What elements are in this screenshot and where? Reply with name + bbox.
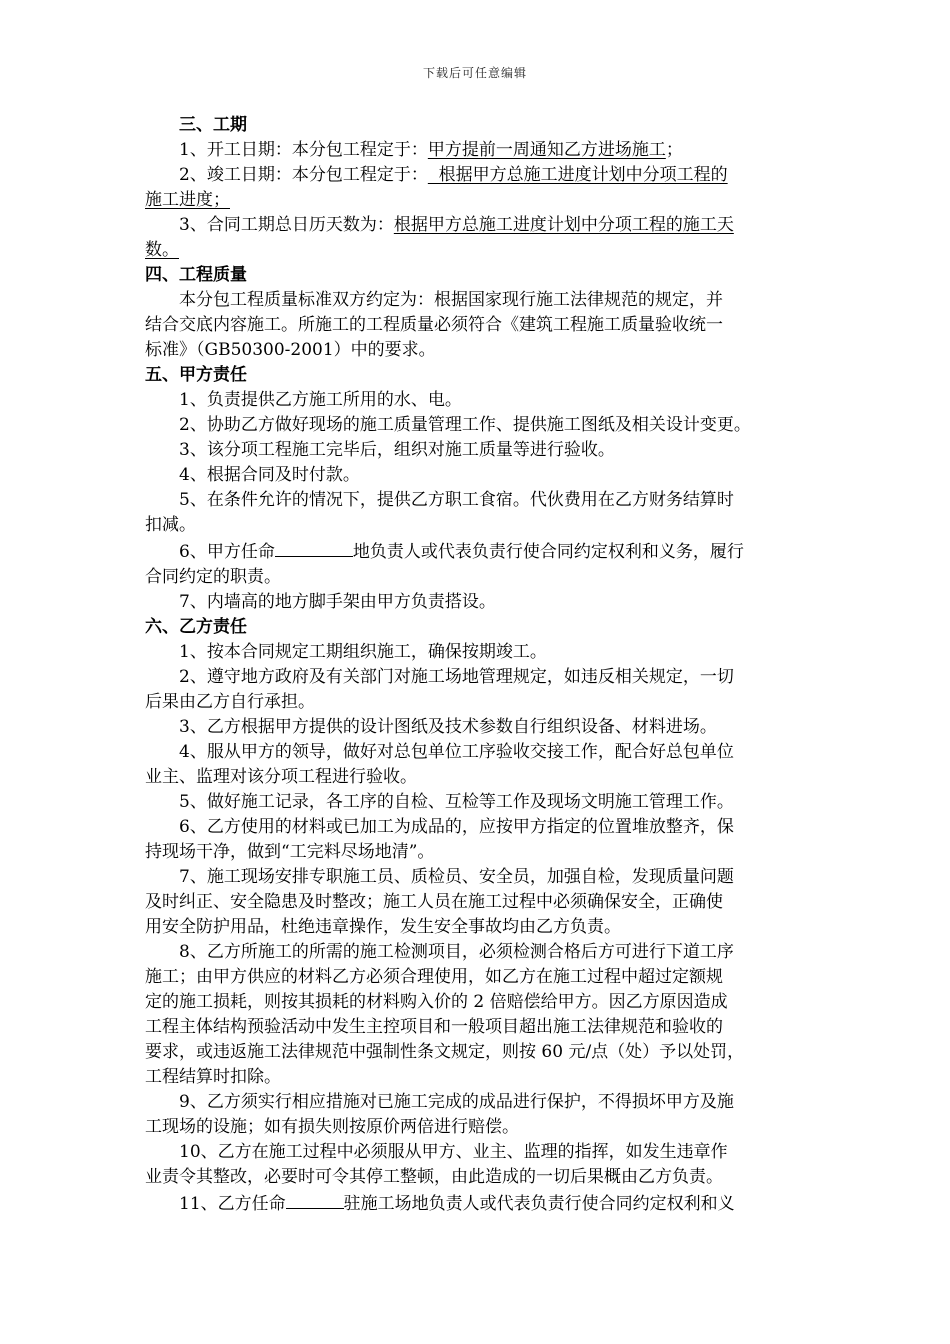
section-title-quality: 四、工程质量: [145, 265, 247, 285]
party-b-item: 10、乙方在施工过程中必须服从甲方、业主、监理的指挥，如发生违章作: [179, 1142, 728, 1162]
quality-paragraph-line: 标准》（GB50300-2001）中的要求。: [145, 340, 436, 360]
party-b-item-cont: 业责令其整改，必要时可令其停工整顿，由此造成的一切后果概由乙方负责。: [145, 1167, 723, 1187]
schedule-total-value: 根据甲方总施工进度计划中分项工程的施工天: [393, 215, 734, 235]
party-b-item: 4、服从甲方的领导，做好对总包单位工序验收交接工作，配合好总包单位: [179, 742, 734, 762]
party-b-item-cont: 工程结算时扣除。: [145, 1067, 281, 1087]
schedule-start-suffix: ；: [665, 140, 683, 160]
party-a-item: 2、协助乙方做好现场的施工质量管理工作、提供施工图纸及相关设计变更。: [179, 415, 751, 435]
schedule-total-label: 3、合同工期总日历天数为：: [179, 215, 394, 235]
contract-body: [145, 113, 810, 1217]
schedule-end-label: 2、竣工日期：本分包工程定于：: [179, 165, 428, 185]
party-b-item: 5、做好施工记录，各工序的自检、互检等工作及现场文明施工管理工作。: [179, 792, 734, 812]
quality-paragraph-line: 本分包工程质量标准双方约定为：根据国家现行施工法律规范的规定，并: [179, 290, 723, 310]
party-b-item-cont: 后果由乙方自行承担。: [145, 692, 315, 712]
schedule-end-date-cont: [145, 188, 810, 213]
party-b-item: 7、施工现场安排专职施工员、质检员、安全员，加强自检，发现质量问题: [179, 867, 734, 887]
party-b-appoint-label: 11、乙方任命: [179, 1194, 286, 1214]
page-header-watermark: 下载后可任意编辑: [422, 66, 527, 80]
party-b-item: 8、乙方所施工的所需的施工检测项目，必须检测合格后方可进行下道工序: [179, 942, 734, 962]
schedule-total-days-cont: [145, 238, 810, 263]
schedule-start-label: 1、开工日期：本分包工程定于：: [179, 140, 428, 160]
party-a-item: 7、内墙高的地方脚手架由甲方负责搭设。: [179, 592, 496, 612]
schedule-start-value: 甲方提前一周通知乙方进场施工: [427, 140, 666, 160]
appointee-blank-field[interactable]: [275, 538, 353, 557]
schedule-end-value-cont: 施工进度；: [145, 190, 230, 210]
schedule-start-date: [145, 138, 810, 163]
party-b-item-cont: 用安全防护用品，杜绝违章操作，发生安全事故均由乙方负责。: [145, 917, 621, 937]
appointee-blank-field[interactable]: [286, 1190, 344, 1209]
party-a-item: 4、根据合同及时付款。: [179, 465, 360, 485]
party-b-item: 6、乙方使用的材料或已加工为成品的，应按甲方指定的位置堆放整齐，保: [179, 817, 734, 837]
party-b-item: 9、乙方须实行相应措施对已施工完成的成品进行保护，不得损坏甲方及施: [179, 1092, 734, 1112]
party-a-item: 1、负责提供乙方施工所用的水、电。: [179, 390, 462, 410]
schedule-total-days: [145, 213, 810, 238]
party-b-item-cont: 工现场的设施；如有损失则按原价两倍进行赔偿。: [145, 1117, 519, 1137]
section-title-party-a: 五、甲方责任: [145, 365, 247, 385]
party-a-appoint-label: 6、甲方任命: [179, 542, 275, 562]
section-title-schedule: 三、工期: [179, 115, 247, 135]
party-a-appoint-text: 地负责人或代表负责行使合同约定权利和义务，履行: [352, 542, 744, 562]
party-a-item-cont: 扣减。: [145, 515, 196, 535]
party-a-item: 3、该分项工程施工完毕后，组织对施工质量等进行验收。: [179, 440, 615, 460]
party-b-item-cont: 要求，或违返施工法律规范中强制性条文规定，则按 60 元/点（处）予以处罚，: [145, 1042, 745, 1062]
schedule-end-value: 根据甲方总施工进度计划中分项工程的: [427, 165, 728, 185]
party-b-item-cont: 业主、监理对该分项工程进行验收。: [145, 767, 417, 787]
party-b-item: [145, 1190, 810, 1217]
party-a-item: [145, 538, 810, 565]
party-b-item: 1、按本合同规定工期组织施工，确保按期竣工。: [179, 642, 547, 662]
party-b-item-cont: 工程主体结构预验活动中发生主控项目和一般项目超出施工法律规范和验收的: [145, 1017, 723, 1037]
schedule-total-value-cont: 数。: [145, 240, 179, 260]
party-b-item-cont: 施工；由甲方供应的材料乙方必须合理使用，如乙方在施工过程中超过定额规: [145, 967, 723, 987]
section-title-party-b: 六、乙方责任: [145, 617, 247, 637]
party-b-appoint-text: 驻施工场地负责人或代表负责行使合同约定权利和义: [343, 1194, 735, 1214]
party-b-item-cont: 及时纠正、安全隐患及时整改；施工人员在施工过程中必须确保安全，正确使: [145, 892, 723, 912]
schedule-end-date: [145, 163, 810, 188]
party-b-item: 2、遵守地方政府及有关部门对施工场地管理规定，如违反相关规定，一切: [179, 667, 734, 687]
party-b-item-cont: 定的施工损耗，则按其损耗的材料购入价的 2 倍赔偿给甲方。因乙方原因造成: [145, 992, 728, 1012]
party-a-item: 5、在条件允许的情况下，提供乙方职工食宿。代伙费用在乙方财务结算时: [179, 490, 734, 510]
party-b-item-cont: 持现场干净，做到“工完料尽场地清”。: [145, 842, 435, 862]
party-b-item: 3、乙方根据甲方提供的设计图纸及技术参数自行组织设备、材料进场。: [179, 717, 717, 737]
party-a-item-cont: 合同约定的职责。: [145, 567, 281, 587]
quality-paragraph-line: 结合交底内容施工。所施工的工程质量必须符合《建筑工程施工质量验收统一: [145, 315, 723, 335]
